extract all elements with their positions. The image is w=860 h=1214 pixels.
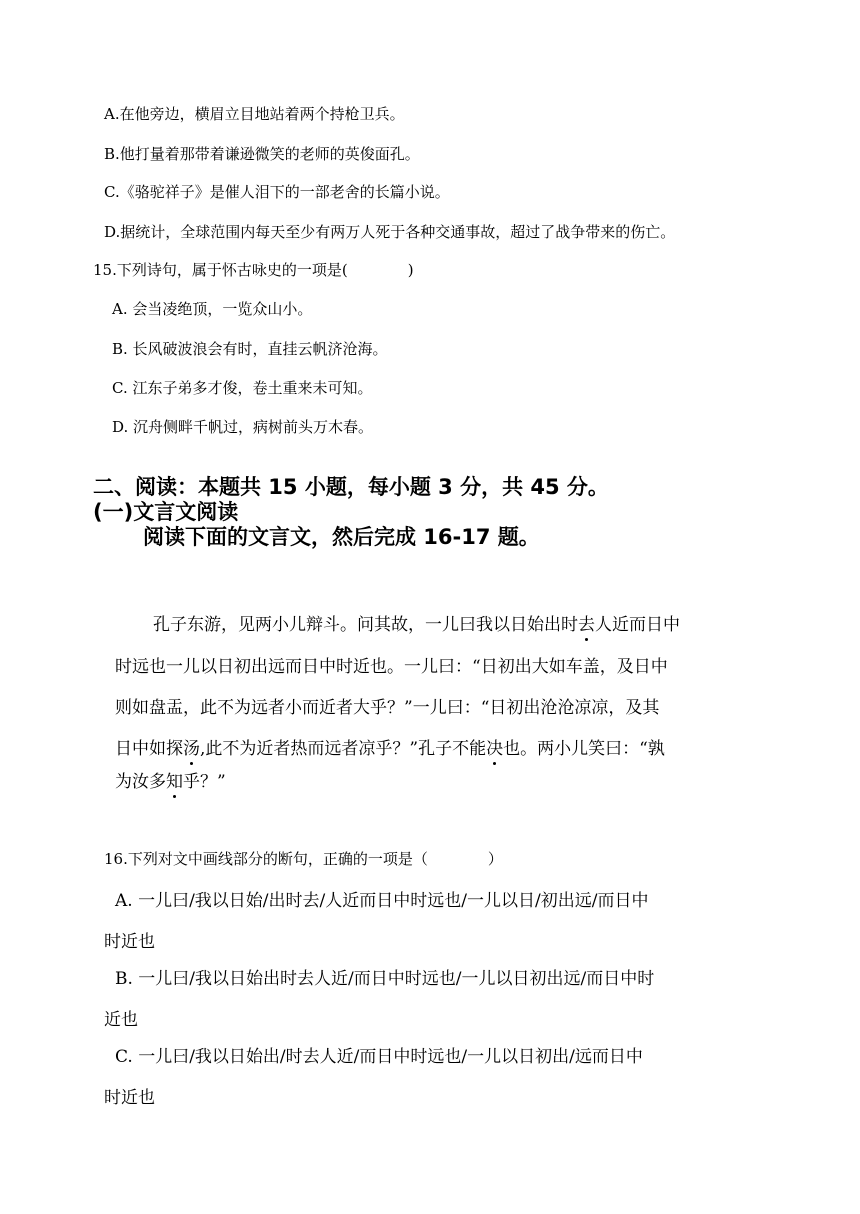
q14-option-d: D.据统计，全球范围内每天至少有两万人死于各种交通事故，超过了战争带来的伤亡。 (104, 223, 676, 241)
passage-line-2: 时远也一儿以日初出远而日中时近也。一儿曰：“日初出大如车盖，及日中 (115, 657, 668, 677)
passage-line-4: 日中如探汤,此不为近者热而远者凉乎？”孔子不能决也。两小儿笑曰：“孰 (115, 739, 665, 759)
q16-option-a-line-1: A. 一儿曰/我以日始/出时去/人近而日中时远也/一儿以日/初出远/而日中 (115, 891, 649, 911)
emphasis-dot-char: 知 (166, 772, 183, 792)
q16-stem: 16.下列对文中画线部分的断句，正确的一项是（ ） (104, 850, 503, 868)
q15-stem: 15.下列诗句，属于怀古咏史的一项是( ) (93, 261, 414, 279)
q15-option-b: B. 长风破波浪会有时，直挂云帆济沧海。 (112, 340, 388, 358)
q15-option-c: C. 江东子弟多才俊，卷土重来未可知。 (112, 379, 373, 397)
passage-line-3: 则如盘盂，此不为远者小而近者大乎？”一儿曰：“日初出沧沧凉凉，及其 (115, 698, 660, 718)
q15-option-a: A. 会当凌绝顶，一览众山小。 (112, 300, 313, 318)
q15-option-d: D. 沉舟侧畔千帆过，病树前头万木春。 (112, 418, 374, 436)
section-instruction: 阅读下面的文言文，然后完成 16-17 题。 (143, 525, 540, 549)
q16-option-c-line-1: C. 一儿曰/我以日始出/时去人近/而日中时远也/一儿以日初出/远而日中 (115, 1047, 643, 1067)
emphasis-dot-char: 去 (578, 615, 595, 635)
q16-option-c-line-2: 时近也 (104, 1088, 155, 1108)
q16-option-a-line-2: 时近也 (104, 932, 155, 952)
passage-line-1: 孔子东游，见两小儿辩斗。问其故，一儿曰我以日始出时去人近而日中 (153, 615, 680, 635)
q14-option-b: B.他打量着那带着谦逊微笑的老师的英俊面孔。 (104, 145, 420, 163)
emphasis-dot-char: 汤 (183, 739, 200, 759)
q14-option-c: C.《骆驼祥子》是催人泪下的一部老舍的长篇小说。 (104, 183, 450, 201)
section-title: 二、阅读：本题共 15 小题，每小题 3 分，共 45 分。 (93, 475, 609, 499)
section-subtitle: (一)文言文阅读 (93, 500, 239, 524)
emphasis-dot-char: 决 (486, 739, 504, 759)
q14-option-a: A.在他旁边，横眉立目地站着两个持枪卫兵。 (104, 105, 405, 123)
passage-line-5: 为汝多知乎？” (115, 772, 226, 792)
q16-option-b-line-1: B. 一儿曰/我以日始出时去人近/而日中时远也/一儿以日初出远/而日中时 (115, 969, 655, 989)
q16-option-b-line-2: 近也 (104, 1010, 138, 1030)
